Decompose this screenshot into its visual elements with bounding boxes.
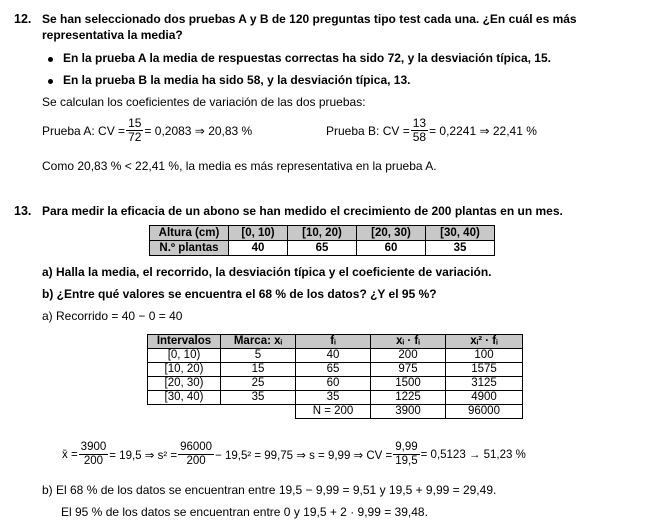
intro-text: Se calculan los coeficientes de variación de las dos pruebas:	[42, 95, 366, 109]
cell: 1225	[371, 391, 446, 405]
cell: 35	[296, 391, 371, 405]
cell: 15	[221, 363, 296, 377]
cv-a-prefix: Prueba A: CV =	[42, 123, 126, 138]
total-xf: 3900	[371, 405, 446, 419]
mean-symbol: x̄ =	[62, 448, 78, 461]
cv-num: 9,99	[395, 441, 418, 453]
problem-12-statement-line1: Se han seleccionado dos pruebas A y B de 120 preguntas tipo test cada una. ¿En cuál es más	[42, 12, 577, 26]
growth-count: 65	[288, 241, 357, 256]
problem-13-statement: Para medir la eficacia de un abono se han medido el crecimiento de 200 plantas en un mes.	[42, 204, 563, 218]
cell: 60	[296, 377, 371, 391]
cell: 35	[221, 391, 296, 405]
variance-den: 200	[178, 454, 214, 468]
cell: 100	[446, 349, 523, 363]
total-n: N = 200	[296, 405, 371, 419]
formula-end: = 0,5123 → 51,23 %	[420, 448, 526, 461]
question-a: a) Halla la media, el recorrido, la desviación típica y el coeficiente de variación.	[42, 265, 492, 279]
bullet-b-text: En la prueba B la media ha sido 58, y la desviación típica, 13.	[63, 73, 411, 87]
cell: 975	[371, 363, 446, 377]
cv-a-num: 15	[128, 116, 142, 130]
cell: 65	[296, 363, 371, 377]
growth-count: 60	[357, 241, 426, 256]
question-b: b) ¿Entre qué valores se encuentra el 68 % de los datos? ¿Y el 95 %?	[42, 287, 437, 301]
cv-a-fraction	[126, 117, 143, 144]
growth-header-label: Altura (cm)	[150, 226, 229, 241]
cv-b-num: 13	[412, 116, 427, 130]
growth-table-header-row	[150, 226, 495, 241]
formula-part1: = 19,5 ⇒ s² =	[109, 449, 178, 462]
empty-cell	[148, 405, 221, 419]
problem-12-statement-line2: representativa la media?	[42, 28, 183, 42]
freq-col-header: xᵢ · fᵢ	[371, 335, 446, 349]
freq-col-header: fᵢ	[296, 335, 371, 349]
table-row	[148, 391, 523, 405]
mean-num: 3900	[80, 441, 107, 453]
freq-col-header: xᵢ² · fᵢ	[446, 335, 523, 349]
totals-row	[148, 405, 523, 419]
formula-part2: − 19,5² = 99,75 ⇒ s = 9,99 ⇒ CV =	[215, 449, 393, 462]
growth-interval: [20, 30)	[357, 226, 426, 241]
growth-interval: [0, 10)	[229, 226, 288, 241]
cell: 5	[221, 349, 296, 363]
freq-col-header: Intervalos	[148, 335, 221, 349]
growth-table-count-row	[150, 241, 495, 256]
bullet-b-dot	[48, 79, 53, 84]
table-row	[148, 363, 523, 377]
growth-count: 40	[229, 241, 288, 256]
table-row	[148, 349, 523, 363]
statistics-formula	[62, 441, 526, 468]
cell: 200	[371, 349, 446, 363]
cell: 1575	[446, 363, 523, 377]
cv-a-den: 72	[128, 130, 142, 144]
bullet-a-dot	[48, 57, 53, 62]
growth-count: 35	[426, 241, 495, 256]
growth-table	[149, 225, 495, 256]
answer-b-95: El 95 % de los datos se encuentran entre 0 y 19,5 + 2 · 9,99 = 39,48.	[61, 505, 428, 519]
frequency-header-row	[148, 335, 523, 349]
cv-b-den: 58	[412, 130, 427, 144]
cv-b-equation	[326, 117, 537, 144]
cell: 3125	[446, 377, 523, 391]
freq-col-header: Marca: xᵢ	[221, 335, 296, 349]
cell: [0, 10)	[148, 349, 221, 363]
answer-b-68: b) El 68 % de los datos se encuentran entre 19,5 − 9,99 = 9,51 y 19,5 + 9,99 = 29,49.	[42, 483, 497, 497]
cv-b-suffix: = 0,2241 ⇒ 22,41 %	[429, 123, 537, 138]
variance-num: 96000	[180, 441, 213, 453]
table-row	[148, 377, 523, 391]
cell: [10, 20)	[148, 363, 221, 377]
mean-den: 200	[79, 454, 109, 468]
mean-fraction	[79, 441, 109, 468]
cell: 4900	[446, 391, 523, 405]
bullet-a-text: En la prueba A la media de respuestas correctas ha sido 72, y la desviación típica, 15.	[63, 51, 551, 65]
cv-fraction	[393, 441, 419, 468]
cv-a-suffix: = 0,2083 ⇒ 20,83 %	[144, 123, 253, 138]
problem-13-number: 13.	[14, 204, 32, 218]
conclusion-text: Como 20,83 % < 22,41 %, la media es más representativa en la prueba A.	[42, 159, 437, 173]
cell: 1500	[371, 377, 446, 391]
cv-den: 19,5	[395, 455, 418, 467]
problem-12-number: 12.	[14, 12, 32, 26]
cv-b-fraction	[411, 117, 428, 144]
cv-a-equation	[42, 117, 252, 144]
growth-interval: [10, 20)	[288, 226, 357, 241]
cell: 40	[296, 349, 371, 363]
cell: [20, 30)	[148, 377, 221, 391]
cell: 25	[221, 377, 296, 391]
cv-b-prefix: Prueba B: CV =	[326, 123, 410, 138]
frequency-table	[147, 334, 523, 419]
empty-cell	[221, 405, 296, 419]
total-x2f: 96000	[446, 405, 523, 419]
growth-interval: [30, 40)	[426, 226, 495, 241]
cell: [30, 40)	[148, 391, 221, 405]
growth-row-label: N.º plantas	[150, 241, 229, 256]
variance-fraction	[178, 441, 214, 468]
recorrido-line: a) Recorrido = 40 − 0 = 40	[42, 309, 183, 323]
